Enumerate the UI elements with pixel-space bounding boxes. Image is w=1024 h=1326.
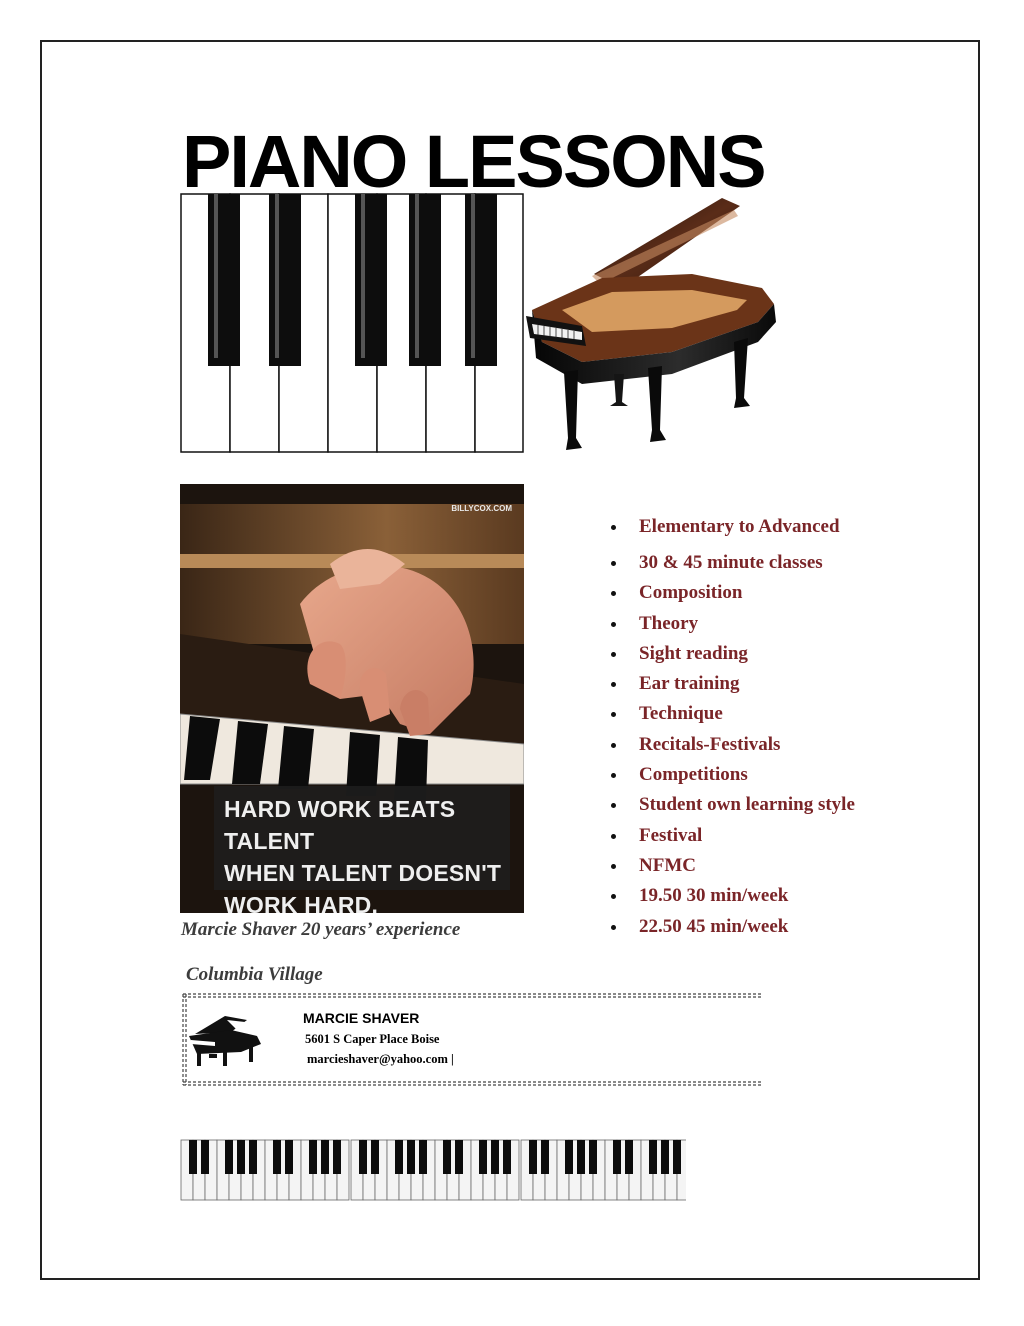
page-title: PIANO LESSONS bbox=[182, 120, 765, 203]
black-key bbox=[577, 1140, 585, 1174]
black-key bbox=[285, 1140, 293, 1174]
teacher-caption: Marcie Shaver 20 years’ experience bbox=[181, 919, 461, 940]
black-key bbox=[237, 1140, 245, 1174]
bullet-icon bbox=[611, 622, 616, 627]
feature-item bbox=[604, 851, 855, 881]
small-grand-piano-icon bbox=[187, 1010, 263, 1070]
black-key bbox=[371, 1140, 379, 1174]
black-key bbox=[649, 1140, 657, 1174]
feature-text: Composition bbox=[639, 582, 743, 604]
card-border bbox=[181, 992, 763, 1088]
feature-list bbox=[604, 512, 855, 942]
bullet-icon bbox=[611, 834, 616, 839]
black-key bbox=[395, 1140, 403, 1174]
bullet-icon bbox=[611, 864, 616, 869]
black-key bbox=[443, 1140, 451, 1174]
feature-item bbox=[604, 578, 855, 608]
bullet-icon bbox=[611, 591, 616, 596]
feature-text: 19.50 30 min/week bbox=[639, 885, 789, 907]
feature-item bbox=[604, 881, 855, 911]
black-key bbox=[321, 1140, 329, 1174]
feature-text: Recitals-Festivals bbox=[639, 733, 781, 755]
feature-item bbox=[604, 790, 855, 820]
feature-item bbox=[604, 699, 855, 729]
feature-text: 22.50 45 min/week bbox=[639, 915, 789, 937]
feature-text: Sight reading bbox=[639, 642, 748, 664]
feature-text: Elementary to Advanced bbox=[639, 516, 840, 537]
black-key bbox=[359, 1140, 367, 1174]
piano-keys-graphic bbox=[178, 192, 526, 456]
black-key bbox=[333, 1140, 341, 1174]
black-key bbox=[589, 1140, 597, 1174]
black-key bbox=[625, 1140, 633, 1174]
bullet-icon bbox=[611, 561, 616, 566]
feature-text: Theory bbox=[639, 612, 699, 634]
feature-text: 30 & 45 minute classes bbox=[639, 552, 823, 573]
bullet-icon bbox=[611, 712, 616, 717]
feature-item bbox=[604, 760, 855, 790]
black-key bbox=[273, 1140, 281, 1174]
black-key bbox=[529, 1140, 537, 1174]
black-key bbox=[407, 1140, 415, 1174]
black-key bbox=[419, 1140, 427, 1174]
bullet-icon bbox=[611, 652, 616, 657]
bullet-icon bbox=[611, 925, 616, 930]
black-key bbox=[189, 1140, 197, 1174]
feature-item bbox=[604, 548, 855, 578]
black-key bbox=[309, 1140, 317, 1174]
quote-line-2: WHEN TALENT DOESN'T bbox=[224, 860, 502, 886]
bullet-icon bbox=[611, 803, 616, 808]
black-key bbox=[613, 1140, 621, 1174]
bullet-icon bbox=[611, 682, 616, 687]
feature-text: Ear training bbox=[639, 673, 740, 695]
feature-item bbox=[604, 730, 855, 760]
black-key bbox=[479, 1140, 487, 1174]
feature-item bbox=[604, 512, 855, 548]
black-key bbox=[455, 1140, 463, 1174]
black-key bbox=[201, 1140, 209, 1174]
grand-piano-icon bbox=[522, 192, 784, 456]
black-key bbox=[661, 1140, 669, 1174]
black-key bbox=[673, 1140, 681, 1174]
bullet-icon bbox=[611, 894, 616, 899]
feature-text: NFMC bbox=[639, 854, 696, 876]
black-key bbox=[249, 1140, 257, 1174]
contact-card bbox=[181, 992, 763, 1088]
feature-text: Technique bbox=[639, 703, 723, 725]
location-label: Columbia Village bbox=[186, 964, 323, 985]
contact-address: 5601 S Caper Place Boise bbox=[305, 1032, 440, 1046]
contact-name: MARCIE SHAVER bbox=[303, 1010, 420, 1026]
bullet-icon bbox=[611, 525, 616, 530]
feature-text: Competitions bbox=[639, 764, 748, 786]
black-key bbox=[491, 1140, 499, 1174]
photo-credit: BILLYCOX.COM bbox=[451, 504, 512, 513]
bullet-icon bbox=[611, 743, 616, 748]
feature-item bbox=[604, 821, 855, 851]
contact-email[interactable]: marcieshaver@yahoo.com | bbox=[307, 1052, 454, 1066]
feature-text: Festival bbox=[639, 824, 703, 846]
bullet-icon bbox=[611, 773, 616, 778]
feature-item bbox=[604, 639, 855, 669]
black-key bbox=[541, 1140, 549, 1174]
black-key bbox=[565, 1140, 573, 1174]
feature-item bbox=[604, 669, 855, 699]
feature-item bbox=[604, 609, 855, 639]
black-key bbox=[503, 1140, 511, 1174]
keyboard-strip-graphic bbox=[180, 1138, 686, 1202]
hands-on-piano-photo bbox=[180, 484, 524, 913]
feature-text: Student own learning style bbox=[639, 794, 855, 816]
quote-text bbox=[224, 793, 524, 913]
black-key bbox=[225, 1140, 233, 1174]
quote-line-3: WORK HARD. bbox=[224, 892, 379, 913]
feature-item bbox=[604, 912, 855, 942]
quote-line-1: HARD WORK BEATS TALENT bbox=[224, 796, 456, 854]
